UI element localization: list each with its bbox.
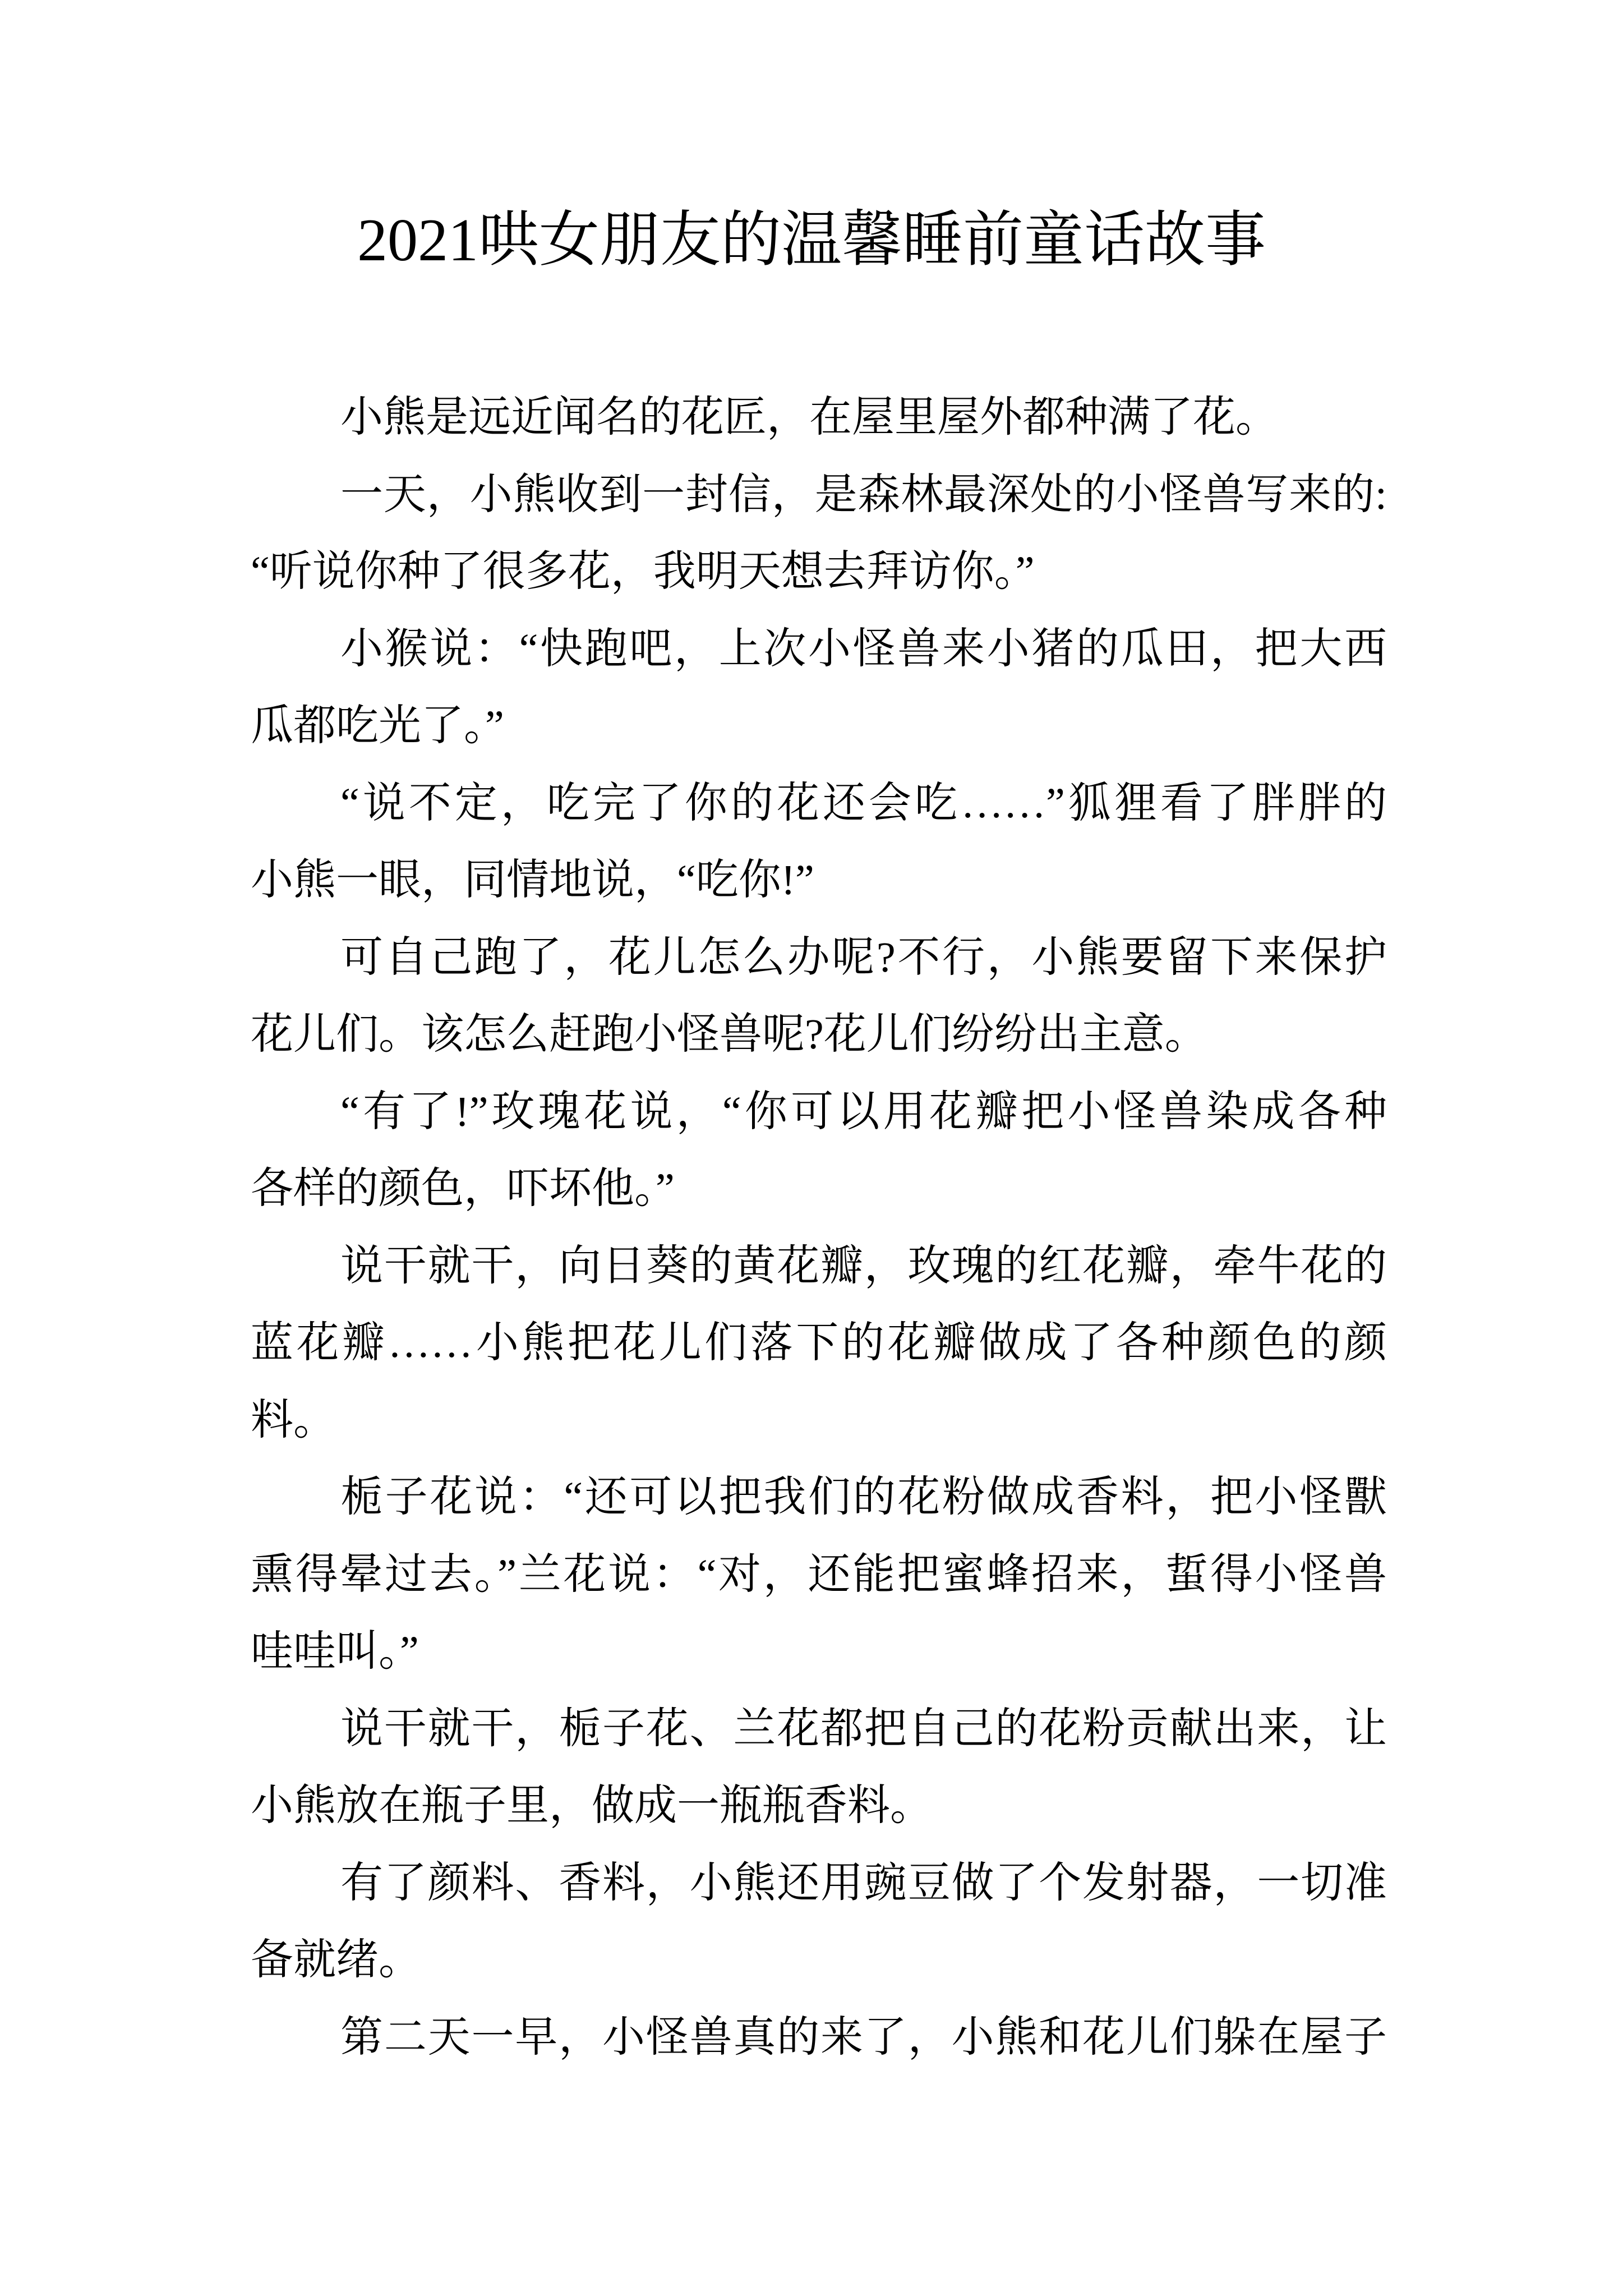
text-line: 栀子花说：“还可以把我们的花粉做成香料，把小怪獸 [340,1474,1387,1521]
paragraph [251,1459,1387,1691]
text-line: 蓝花瓣……小熊把花儿们落下的花瓣做成了各种颜色的颜 [251,1319,1387,1366]
text-line: “说不定，吃完了你的花还会吃……”狐狸看了胖胖的 [340,779,1387,827]
text-line: 一天，小熊收到一封信，是森林最深处的小怪兽写来的: [340,471,1387,518]
paragraph [251,611,1387,765]
paragraph [251,1228,1387,1460]
paragraph [251,1845,1387,1999]
paragraph [251,1691,1387,1845]
paragraph [251,919,1387,1074]
text-line: 可自己跑了，花儿怎么办呢?不行，小熊要留下来保护 [340,933,1387,981]
paragraph [251,379,1387,457]
text-line: 说干就干，栀子花、兰花都把自己的花粉贡献出来，让 [340,1705,1387,1752]
paragraph [251,1074,1387,1228]
paragraph [251,457,1387,611]
text-line: “有了!”玫瑰花说，“你可以用花瓣把小怪兽染成各种 [340,1088,1387,1135]
text-line: 熏得晕过去。”兰花说：“对，还能把蜜蜂招来，蜇得小怪兽 [251,1550,1387,1598]
text-line: 小熊是远近闻名的花匠，在屋里屋外都种满了花。 [340,394,1278,441]
text-line: 瓜都吃光了。” [251,702,504,749]
text-line: 说干就干，向日葵的黄花瓣，玫瑰的红花瓣，牵牛花的 [340,1242,1387,1290]
text-line: 第二天一早，小怪兽真的来了，小熊和花儿们躲在屋子 [340,2013,1387,2061]
text-line: 花儿们。该怎么赶跑小怪兽呢?花儿们纷纷出主意。 [251,1011,1207,1058]
text-line: 哇哇叫。” [251,1628,419,1675]
document-title: 2021哄女朋友的温馨睡前童话故事 [357,207,1266,274]
text-line: 料。 [251,1396,336,1444]
paragraph [251,1999,1387,2077]
text-line: 小熊一眼，同情地说，“吃你!” [251,857,814,904]
text-line: 有了颜料、香料，小熊还用豌豆做了个发射器，一切准 [340,1859,1387,1907]
text-line: “听说你种了很多花，我明天想去拜访你。” [251,548,1035,595]
text-line: 小猴说：“快跑吧，上次小怪兽来小猪的瓜田，把大西 [340,625,1387,673]
paragraph [251,765,1387,919]
document-body [251,379,1387,2076]
text-line: 备就绪。 [251,1936,421,1984]
text-line: 各样的颜色，吓坏他。” [251,1165,675,1212]
text-line: 小熊放在瓶子里，做成一瓶瓶香料。 [251,1782,933,1829]
